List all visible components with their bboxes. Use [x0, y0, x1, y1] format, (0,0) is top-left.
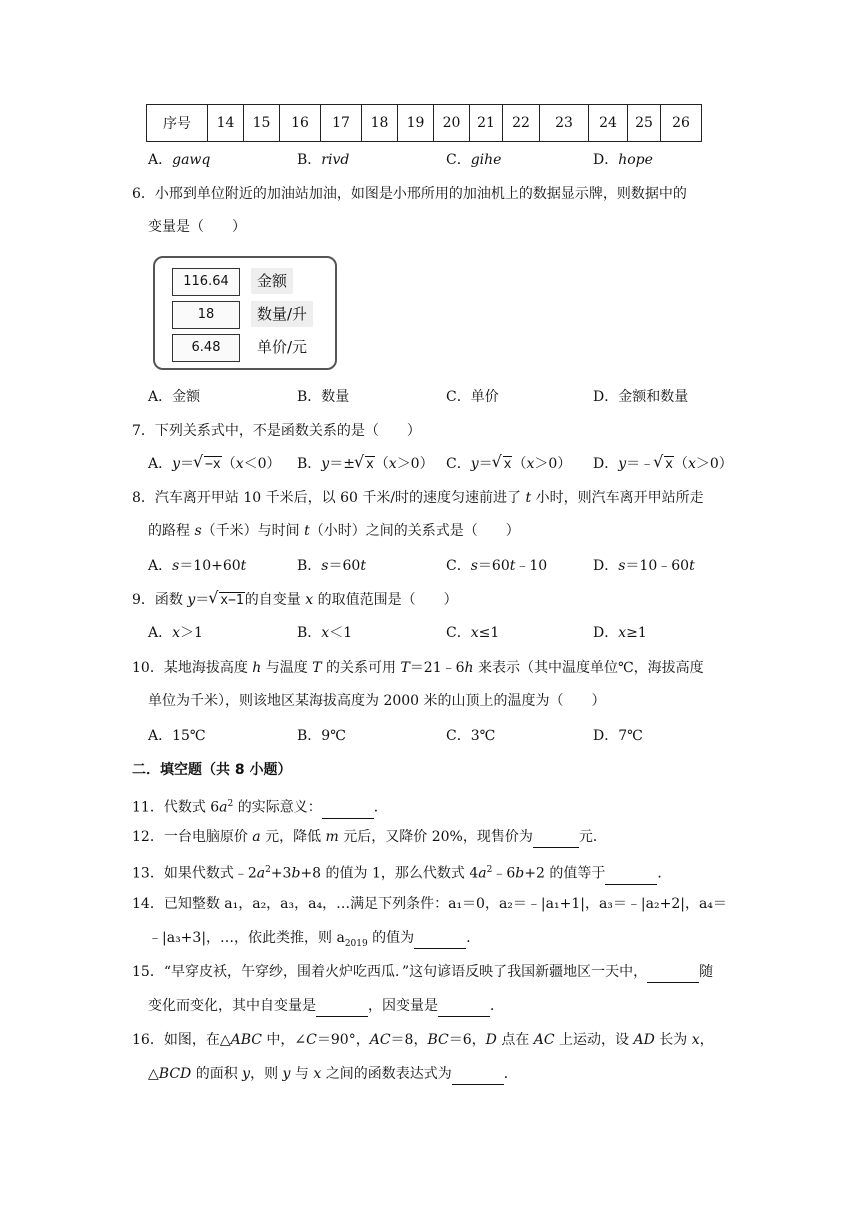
q8-stem-line2: 的路程 s（千米）与时间 t（小时）之间的关系式是（ ）	[148, 523, 520, 539]
q5-option-d: D．hope	[593, 152, 653, 168]
section-heading: 二．填空题（共 8 小题）	[132, 762, 292, 778]
answer-blank[interactable]	[414, 928, 466, 949]
q10-option-a: A．15℃	[148, 728, 206, 744]
q5-option-a: A．gawq	[148, 152, 211, 168]
unit-price-label: 单价/元	[251, 334, 313, 360]
answer-blank[interactable]	[316, 996, 368, 1017]
sequence-table	[146, 104, 702, 142]
unit-price-value-box: 6.48	[172, 334, 240, 362]
q10-stem-line2: 单位为千米），则该地区某海拔高度为 2000 米的山顶上的温度为（ ）	[148, 693, 606, 709]
answer-blank[interactable]	[322, 798, 374, 819]
answer-blank[interactable]	[452, 1064, 504, 1085]
answer-blank[interactable]	[533, 827, 579, 848]
table-cell: 17	[321, 105, 362, 142]
q15-line2: 变化而变化，其中自变量是 ，因变量是 ．	[148, 996, 504, 1017]
answer-blank[interactable]	[647, 962, 699, 983]
sqrt-symbol: √ −x	[194, 455, 222, 475]
q8-option-d: D．s＝10﹣60t	[593, 558, 695, 574]
q6-stem-line2: 变量是（ ）	[148, 219, 246, 235]
q6-option-c: C．单价	[446, 389, 499, 405]
sqrt-symbol: √ x	[355, 455, 375, 475]
q15-line1: 15．“早穿皮袄，午穿纱，围着火炉吃西瓜．”这句谚语反映了我国新疆地区一天中， 随	[132, 962, 713, 983]
table-cell: 16	[280, 105, 321, 142]
quantity-label: 数量/升	[251, 301, 313, 327]
table-header-cell: 序号	[147, 105, 208, 142]
table-cell: 22	[503, 105, 540, 142]
q14-line1: 14．已知整数 a₁，a₂，a₃，a₄，…满足下列条件：a₁＝0，a₂＝﹣|a₁+1|，a₃＝﹣|a₂+2|，a₄＝	[132, 896, 727, 912]
q11: 11．代数式 $6a^2$ 的实际意义： ．	[132, 794, 388, 819]
table-cell: 25	[628, 105, 661, 142]
table-cell: 19	[398, 105, 434, 142]
answer-blank[interactable]	[438, 996, 490, 1017]
table-cell: 18	[362, 105, 398, 142]
q14-line2: ﹣|a₃+3|，…，依此类推，则 $a_{2019}$ 的值为 ．	[148, 930, 481, 949]
q9-option-b: B．x＜1	[297, 625, 353, 641]
table-cell: 26	[661, 105, 702, 142]
q6-option-b: B．数量	[297, 389, 350, 405]
table-cell: 24	[589, 105, 628, 142]
q7-option-a: A．y＝√ −x（x＜0）	[148, 454, 281, 475]
sqrt-symbol: √ x−1	[209, 591, 244, 611]
q9-option-c: C．x≤1	[446, 625, 500, 641]
fuel-pump-display	[153, 256, 337, 370]
q7-stem: 7．下列关系式中，不是函数关系的是（ ）	[132, 423, 421, 439]
q10-option-b: B．9℃	[297, 728, 346, 744]
q9-stem: 9．函数 y＝√ x−1的自变量 x 的取值范围是（ ）	[132, 590, 458, 611]
q16-line2: △BCD 的面积 y，则 y 与 x 之间的函数表达式为 ．	[148, 1064, 518, 1085]
q13: 13．如果代数式$﹣2a^2+3b+8$ 的值为 1，那么代数式 $4a^2﹣6b+2$ 的值等于 ．	[132, 860, 671, 885]
q8-option-c: C．s＝60t﹣10	[446, 558, 548, 574]
answer-blank[interactable]	[605, 864, 657, 885]
q7-option-c: C．y＝√ x（x＞0）	[446, 454, 571, 475]
table-cell: 15	[244, 105, 280, 142]
q10-option-d: D．7℃	[593, 728, 643, 744]
q6-option-d: D．金额和数量	[593, 389, 689, 405]
q7-option-b: B．y＝±√ x（x＞0）	[297, 454, 434, 475]
table-cell: 23	[540, 105, 589, 142]
q9-option-a: A．x＞1	[148, 625, 203, 641]
q8-option-b: B．s＝60t	[297, 558, 366, 574]
q8-stem-line1: 8．汽车离开甲站 10 千米后，以 60 千米/时的速度匀速前进了 t 小时，则汽车离开甲站所走	[132, 490, 704, 506]
amount-value-box: 116.64	[172, 268, 240, 296]
q6-stem-line1: 6．小邢到单位附近的加油站加油，如图是小邢所用的加油机上的数据显示牌，则数据中的	[132, 186, 687, 202]
q6-option-a: A．金额	[148, 389, 201, 405]
q5-option-b: B．rivd	[297, 152, 350, 168]
table-cell: 14	[208, 105, 244, 142]
q12: 12．一台电脑原价 a 元，降低 m 元后，又降价 20%，现售价为 元．	[132, 827, 607, 848]
amount-label: 金额	[251, 268, 293, 294]
table-row	[147, 105, 702, 142]
q10-stem-line1: 10．某地海拔高度 h 与温度 T 的关系可用 T＝21﹣6h 来表示（其中温度单位℃，海拔高度	[132, 660, 704, 676]
table-cell: 20	[434, 105, 470, 142]
sqrt-symbol: √ x	[493, 455, 513, 475]
q7-option-d: D．y＝﹣√ x（x＞0）	[593, 454, 733, 475]
q5-option-c: C．gihe	[446, 152, 502, 168]
table-cell: 21	[470, 105, 503, 142]
q9-option-d: D．x≥1	[593, 625, 647, 641]
q16-line1: 16．如图，在△ABC 中，∠C＝90°，AC＝8，BC＝6，D 点在 AC 上运动，设 AD 长为 x，	[132, 1032, 714, 1048]
q10-option-c: C．3℃	[446, 728, 496, 744]
quantity-value-box: 18	[172, 301, 240, 329]
q8-option-a: A．s＝10+60t	[148, 558, 247, 574]
sqrt-symbol: √ x	[654, 455, 674, 475]
